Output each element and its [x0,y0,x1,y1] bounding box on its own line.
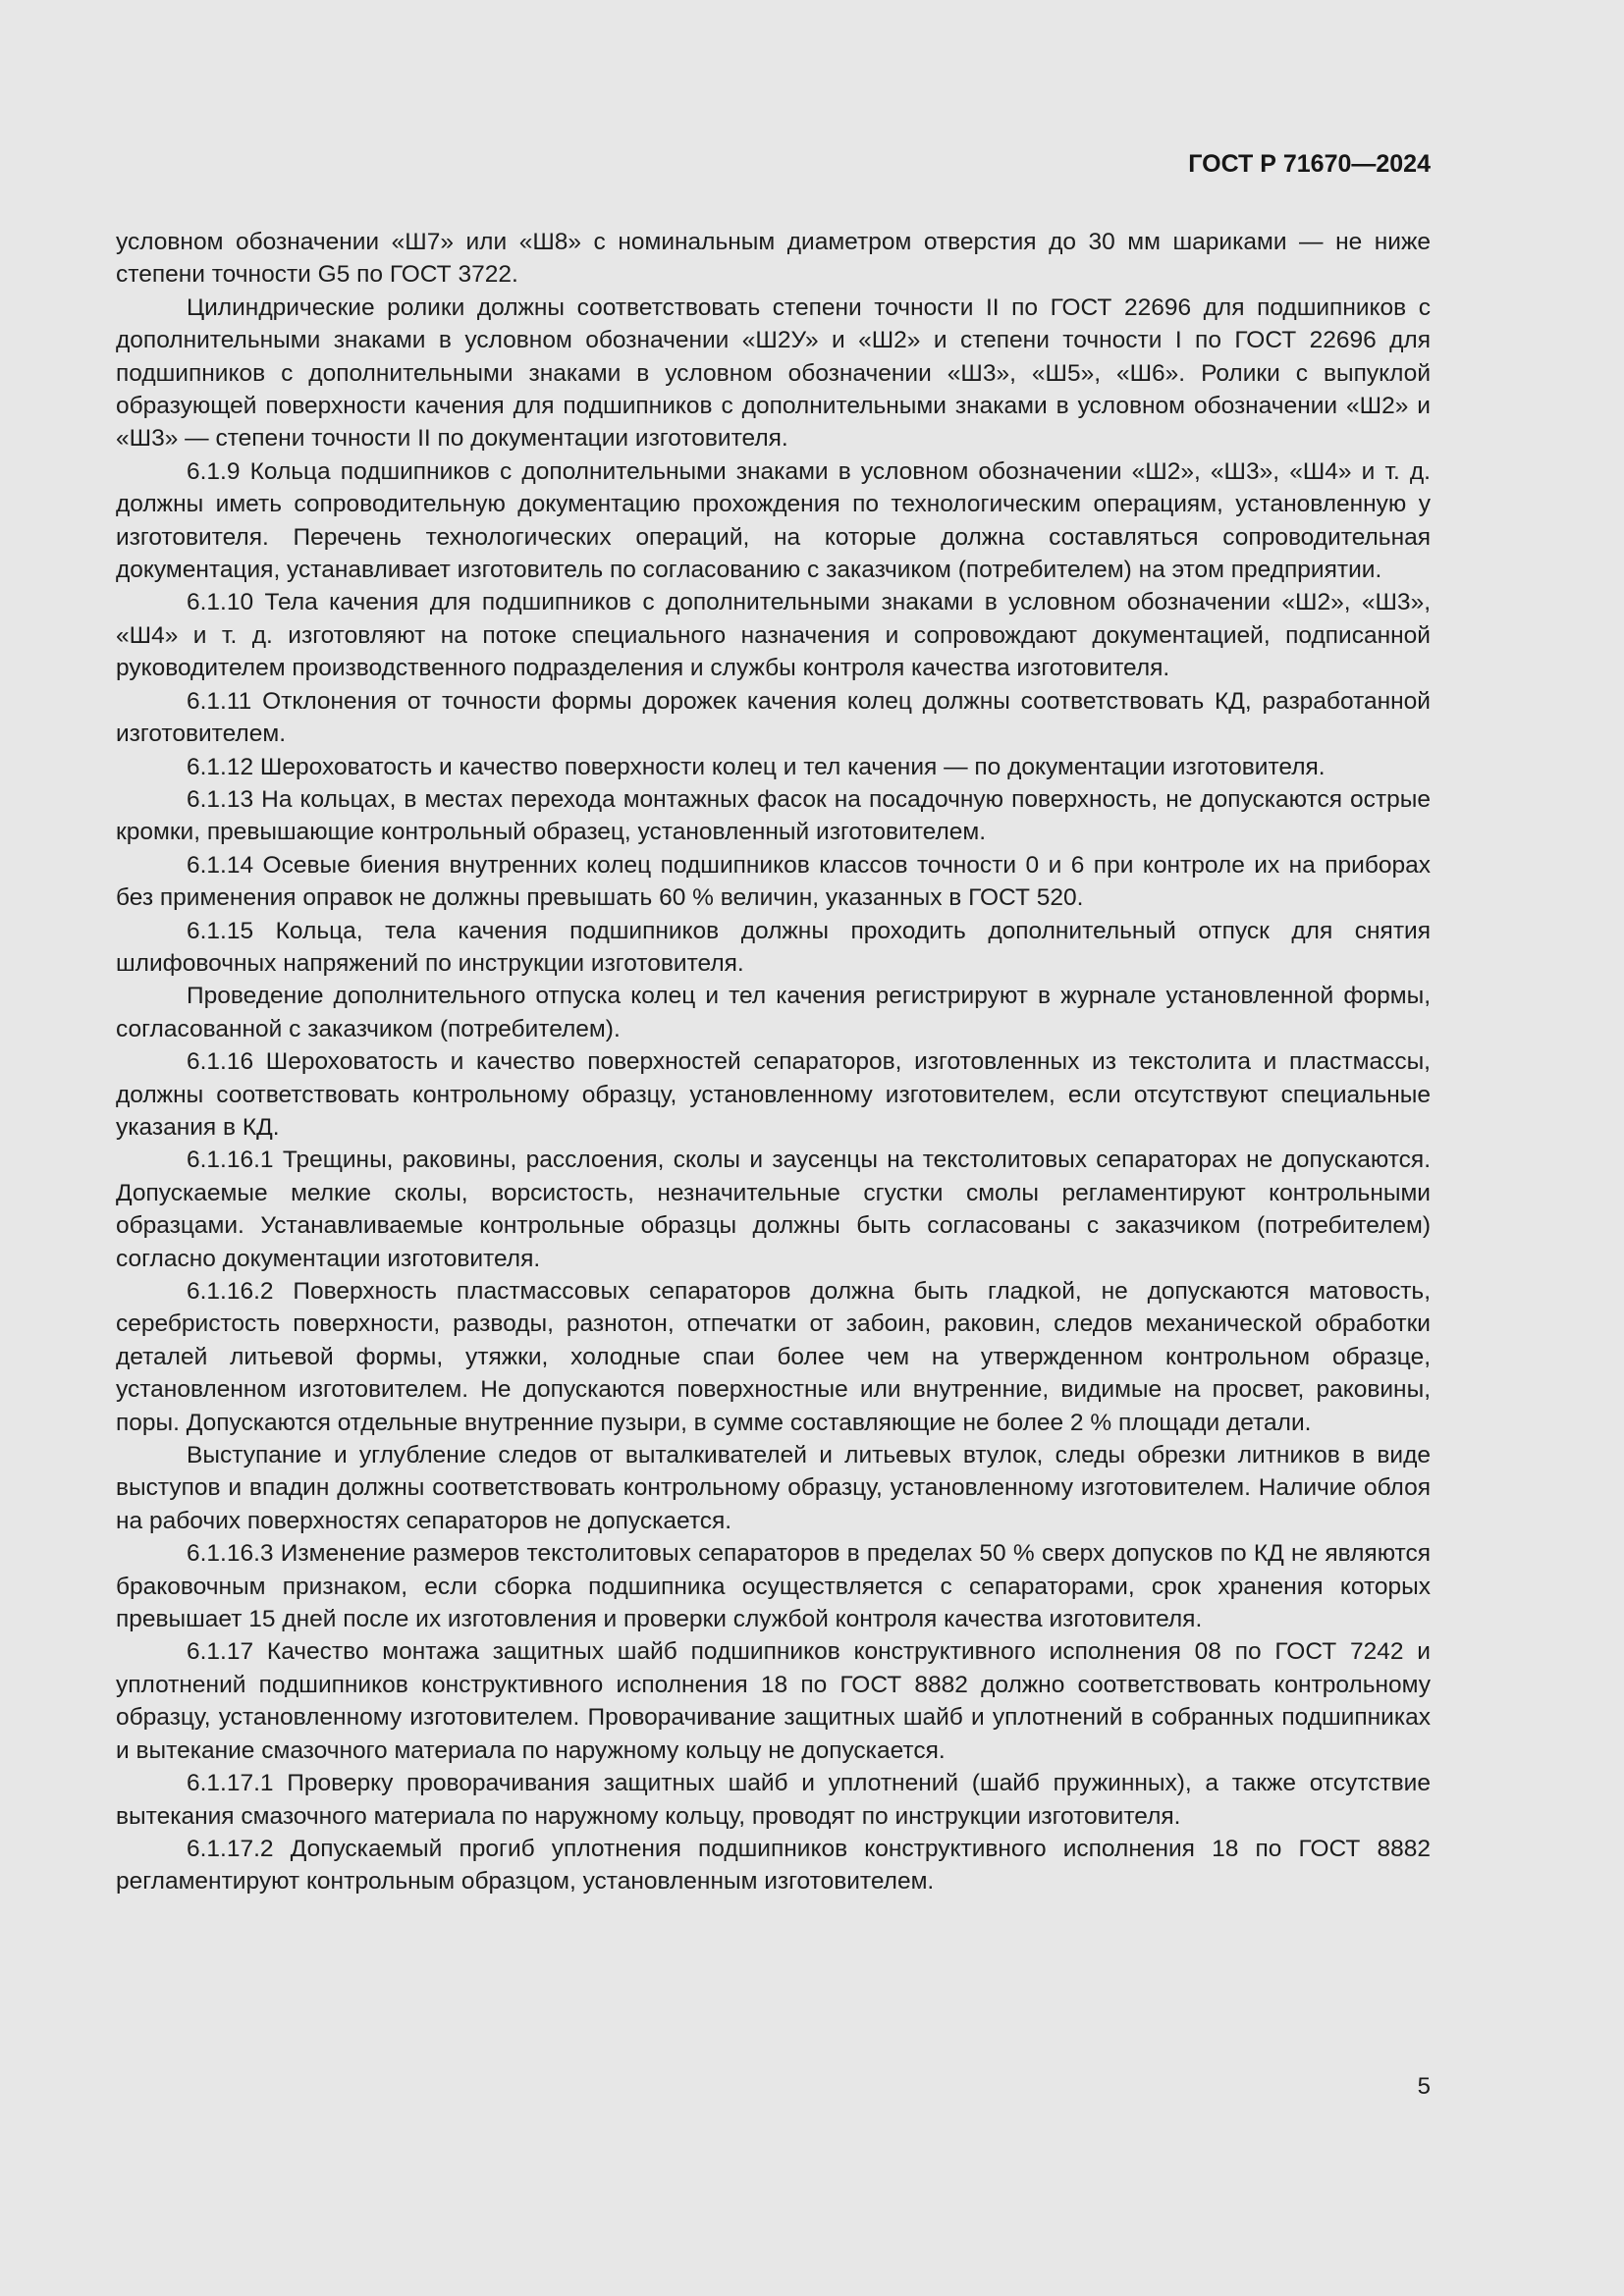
paragraph-6-1-16-1: 6.1.16.1 Трещины, раковины, расслоения, сколы и заусенцы на текстолитовых сепараторах не допускаются. Допускаемые мелкие сколы, ворсистость, незначительные сгустки смолы регламентируют контрольными образцами. Устанавливаемые контрольные образцы должны быть согласованы с заказчиком (потребителем) согласно документации изготовителя. [116,1147,1431,1272]
paragraph-6-1-15: 6.1.15 Кольца, тела качения подшипников должны проходить дополнительный отпуск для снятия шлифовочных напряжений по инструкции изготовителя. [116,917,1431,977]
paragraph-6-1-13: 6.1.13 На кольцах, в местах перехода монтажных фасок на посадочную поверхность, не допускаются острые кромки, превышающие контрольный образец, установленный изготовителем. [116,785,1431,846]
paragraph-cylindrical-rollers: Цилиндрические ролики должны соответствовать степени точности II по ГОСТ 22696 для подшипников с дополнительными знаками в условном обозначении «Ш2У» и «Ш2» и степени точности I по ГОСТ 22696 для подшипников с дополнительными знаками в условном обозначении «Ш3», «Ш5», «Ш6». Ролики с выпуклой образующей поверхности качения для подшипников с дополнительными знаками в условном обозначении «Ш2» и «Ш3» — степени точности II по документации изготовителя. [116,294,1431,453]
paragraph-continuation: условном обозначении «Ш7» или «Ш8» с номинальным диаметром отверстия до 30 мм шариками — не ниже степени точности G5 по ГОСТ 3722. [116,229,1431,289]
document-code-header: ГОСТ Р 71670—2024 [1188,150,1431,178]
paragraph-6-1-14: 6.1.14 Осевые биения внутренних колец подшипников классов точности 0 и 6 при контроле их на приборах без применения оправок не должны превышать 60 % величин, указанных в ГОСТ 520. [116,851,1431,912]
document-body [116,226,1431,1898]
paragraph-ejector-marks: Выступание и углубление следов от выталкивателей и литьевых втулок, следы обрезки литников в виде выступов и впадин должны соответствовать контрольному образцу, установленному изготовителем. Наличие облоя на рабочих поверхностях сепараторов не допускается. [116,1442,1431,1534]
paragraph-6-1-17-1: 6.1.17.1 Проверку проворачивания защитных шайб и уплотнений (шайб пружинных), а также отсутствие вытекания смазочного материала по наружному кольцу, проводят по инструкции изготовителя. [116,1770,1431,1830]
paragraph-6-1-17-2: 6.1.17.2 Допускаемый прогиб уплотнения подшипников конструктивного исполнения 18 по ГОСТ 8882 регламентируют контрольным образцом, установленным изготовителем. [116,1835,1431,1896]
paragraph-6-1-16: 6.1.16 Шероховатость и качество поверхностей сепараторов, изготовленных из текстолита и пластмассы, должны соответствовать контрольному образцу, установленному изготовителем, если отсутствуют специальные указания в КД. [116,1048,1431,1141]
paragraph-6-1-9: 6.1.9 Кольца подшипников с дополнительными знаками в условном обозначении «Ш2», «Ш3», «Ш4» и т. д. должны иметь сопроводительную документацию прохождения по технологическим операциям, установленную у изготовителя. Перечень технологических операций, на которые должна составляться сопроводительная документация, устанавливает изготовитель по согласованию с заказчиком (потребителем) на этом предприятии. [116,457,1431,584]
paragraph-6-1-16-2: 6.1.16.2 Поверхность пластмассовых сепараторов должна быть гладкой, не допускаются матовость, серебристость поверхности, разводы, разнотон, отпечатки от забоин, раковин, следов механической обработки деталей литьевой формы, утяжки, холодные спаи более чем на утвержденном контрольном образце, установленном изготовителем. Не допускаются поверхностные или внутренние, видимые на просвет, раковины, поры. Допускаются отдельные внутренние пузыри, в сумме составляющие не более 2 % площади детали. [116,1278,1431,1436]
paragraph-tempering-log: Проведение дополнительного отпуска колец и тел качения регистрируют в журнале установленной формы, согласованной с заказчиком (потребителем). [116,983,1431,1042]
paragraph-6-1-16-3: 6.1.16.3 Изменение размеров текстолитовых сепараторов в пределах 50 % сверх допусков по КД не являются браковочным признаком, если сборка подшипника осуществляется с сепараторами, срок хранения которых превышает 15 дней после их изготовления и проверки службой контроля качества изготовителя. [116,1540,1431,1633]
paragraph-6-1-10: 6.1.10 Тела качения для подшипников с дополнительными знаками в условном обозначении «Ш2», «Ш3», «Ш4» и т. д. изготовляют на потоке специального назначения и сопровождают документацией, подписанной руководителем производственного подразделения и службы контроля качества изготовителя. [116,589,1431,682]
page-number: 5 [1417,2073,1431,2100]
paragraph-6-1-17: 6.1.17 Качество монтажа защитных шайб подшипников конструктивного исполнения 08 по ГОСТ 7242 и уплотнений подшипников конструктивного исполнения 18 по ГОСТ 8882 должно соответствовать контрольному образцу, установленному изготовителем. Проворачивание защитных шайб и уплотнений в собранных подшипниках и вытекание смазочного материала по наружному кольцу не допускается. [116,1638,1431,1764]
paragraph-6-1-11: 6.1.11 Отклонения от точности формы дорожек качения колец должны соответствовать КД, разработанной изготовителем. [116,687,1431,748]
paragraph-6-1-12: 6.1.12 Шероховатость и качество поверхности колец и тел качения — по документации изготовителя. [187,753,1326,780]
